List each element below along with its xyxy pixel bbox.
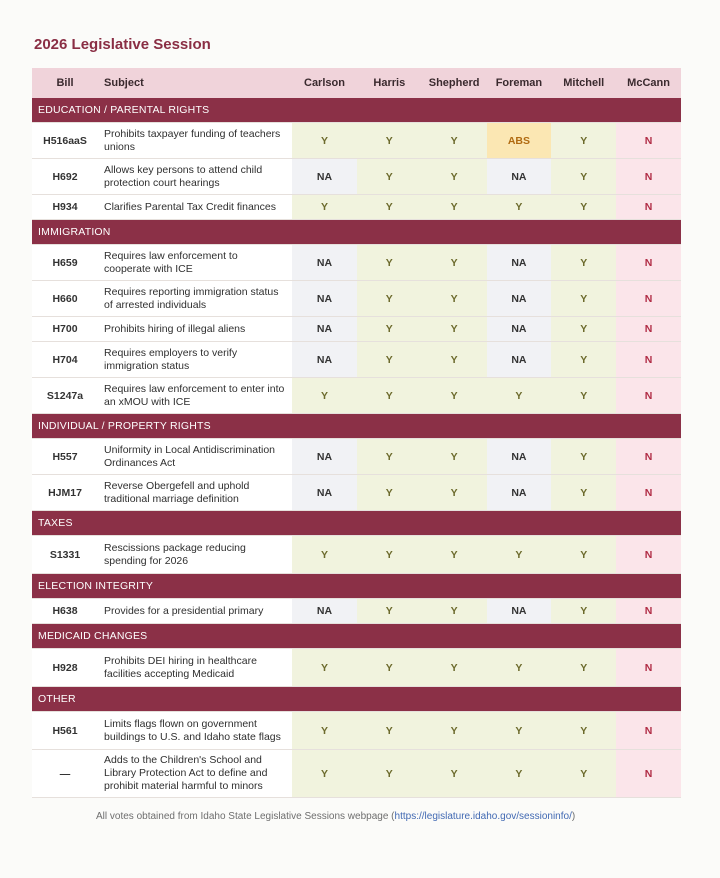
table-row: [32, 750, 681, 798]
table-body: [32, 98, 681, 798]
vote-cell: NA: [292, 245, 357, 281]
table-row: [32, 317, 681, 342]
vote-cell: Y: [422, 281, 487, 317]
vote-cell: Y: [357, 599, 422, 624]
vote-cell: N: [616, 536, 681, 574]
vote-cell: NA: [487, 475, 552, 511]
vote-cell: NA: [292, 281, 357, 317]
bill-subject: Requires law enforcement to cooperate with ICE: [98, 245, 292, 281]
vote-cell: Y: [357, 123, 422, 159]
bill-number: H704: [32, 342, 98, 378]
table-row: [32, 599, 681, 624]
bill-subject: Uniformity in Local Antidiscrimination Ordinances Act: [98, 439, 292, 475]
vote-cell: Y: [422, 599, 487, 624]
bill-number: H516aaS: [32, 123, 98, 159]
vote-cell: N: [616, 342, 681, 378]
vote-cell: NA: [292, 439, 357, 475]
vote-cell: Y: [551, 281, 616, 317]
vote-cell: N: [616, 475, 681, 511]
bill-subject: Prohibits DEI hiring in healthcare facilities accepting Medicaid: [98, 649, 292, 687]
vote-cell: Y: [357, 245, 422, 281]
bill-number: H700: [32, 317, 98, 342]
vote-cell: Y: [357, 475, 422, 511]
vote-cell: Y: [422, 475, 487, 511]
vote-cell: N: [616, 245, 681, 281]
vote-cell: Y: [551, 475, 616, 511]
header-legislator: Foreman: [487, 68, 552, 98]
vote-cell: Y: [487, 378, 552, 414]
bill-subject: Rescissions package reducing spending for 2026: [98, 536, 292, 574]
vote-cell: N: [616, 712, 681, 750]
vote-cell: N: [616, 159, 681, 195]
bill-number: H692: [32, 159, 98, 195]
section-row: [32, 414, 681, 439]
vote-cell: Y: [292, 378, 357, 414]
section-row: [32, 511, 681, 536]
header-legislator: Mitchell: [551, 68, 616, 98]
section-row: [32, 220, 681, 245]
vote-cell: Y: [422, 439, 487, 475]
vote-cell: NA: [292, 599, 357, 624]
vote-cell: Y: [551, 159, 616, 195]
bill-number: H557: [32, 439, 98, 475]
vote-cell: Y: [551, 195, 616, 220]
section-title: MEDICAID CHANGES: [32, 624, 681, 649]
source-note: [96, 811, 575, 822]
section-title: EDUCATION / PARENTAL RIGHTS: [32, 98, 681, 123]
bill-number: —: [32, 750, 98, 798]
vote-cell: NA: [292, 342, 357, 378]
source-link[interactable]: https://legislature.idaho.gov/sessioninfo/: [394, 811, 572, 822]
header-legislator: Shepherd: [422, 68, 487, 98]
section-title: OTHER: [32, 687, 681, 712]
vote-cell: Y: [422, 378, 487, 414]
table-row: [32, 195, 681, 220]
vote-cell: Y: [357, 342, 422, 378]
section-row: [32, 574, 681, 599]
section-title: ELECTION INTEGRITY: [32, 574, 681, 599]
header-row: [32, 68, 681, 98]
header-legislator: McCann: [616, 68, 681, 98]
vote-cell: Y: [551, 750, 616, 798]
vote-cell: N: [616, 123, 681, 159]
vote-cell: N: [616, 649, 681, 687]
table-row: [32, 475, 681, 511]
vote-cell: NA: [487, 317, 552, 342]
bill-subject: Adds to the Children's School and Library Protection Act to define and prohibit material harmful to minors: [98, 750, 292, 798]
bill-number: H934: [32, 195, 98, 220]
table-row: [32, 342, 681, 378]
votes-table: [32, 68, 681, 798]
vote-cell: Y: [357, 281, 422, 317]
vote-cell: Y: [422, 750, 487, 798]
section-row: [32, 624, 681, 649]
bill-subject: Prohibits hiring of illegal aliens: [98, 317, 292, 342]
vote-cell: Y: [422, 123, 487, 159]
table-row: [32, 536, 681, 574]
bill-subject: Limits flags flown on government buildings to U.S. and Idaho state flags: [98, 712, 292, 750]
section-title: TAXES: [32, 511, 681, 536]
vote-cell: NA: [487, 159, 552, 195]
bill-number: H659: [32, 245, 98, 281]
vote-cell: N: [616, 195, 681, 220]
vote-cell: Y: [422, 317, 487, 342]
bill-subject: Reverse Obergefell and uphold traditional marriage definition: [98, 475, 292, 511]
table-row: [32, 281, 681, 317]
section-row: [32, 98, 681, 123]
table-row: [32, 649, 681, 687]
bill-subject: Requires reporting immigration status of arrested individuals: [98, 281, 292, 317]
source-note-close: ): [571, 811, 576, 822]
vote-cell: Y: [357, 536, 422, 574]
vote-cell: Y: [357, 649, 422, 687]
vote-cell: Y: [487, 195, 552, 220]
section-title: INDIVIDUAL / PROPERTY RIGHTS: [32, 414, 681, 439]
vote-cell: Y: [357, 750, 422, 798]
section-row: [32, 687, 681, 712]
vote-cell: Y: [487, 750, 552, 798]
vote-cell: Y: [357, 378, 422, 414]
bill-number: H561: [32, 712, 98, 750]
vote-cell: NA: [487, 599, 552, 624]
bill-number: S1247a: [32, 378, 98, 414]
header-subject: Subject: [98, 68, 292, 98]
vote-cell: Y: [551, 599, 616, 624]
bill-subject: Clarifies Parental Tax Credit finances: [98, 195, 292, 220]
section-title: IMMIGRATION: [32, 220, 681, 245]
vote-cell: NA: [292, 475, 357, 511]
header-legislator: Harris: [357, 68, 422, 98]
vote-cell: Y: [357, 195, 422, 220]
bill-number: H928: [32, 649, 98, 687]
vote-cell: Y: [487, 712, 552, 750]
vote-cell: Y: [357, 317, 422, 342]
bill-subject: Requires law enforcement to enter into an xMOU with ICE: [98, 378, 292, 414]
vote-cell: Y: [422, 649, 487, 687]
vote-cell: Y: [357, 712, 422, 750]
vote-cell: Y: [551, 342, 616, 378]
vote-cell: Y: [292, 649, 357, 687]
vote-cell: N: [616, 750, 681, 798]
vote-cell: Y: [551, 245, 616, 281]
vote-cell: Y: [292, 536, 357, 574]
vote-cell: Y: [551, 712, 616, 750]
vote-cell: N: [616, 281, 681, 317]
vote-cell: NA: [292, 159, 357, 195]
vote-cell: Y: [551, 439, 616, 475]
vote-cell: Y: [551, 649, 616, 687]
bill-subject: Provides for a presidential primary: [98, 599, 292, 624]
vote-cell: Y: [357, 439, 422, 475]
bill-subject: Prohibits taxpayer funding of teachers unions: [98, 123, 292, 159]
vote-cell: Y: [422, 159, 487, 195]
vote-cell: Y: [551, 378, 616, 414]
header-bill: Bill: [32, 68, 98, 98]
vote-cell: Y: [551, 123, 616, 159]
bill-number: HJM17: [32, 475, 98, 511]
bill-number: H638: [32, 599, 98, 624]
vote-cell: N: [616, 378, 681, 414]
bill-number: S1331: [32, 536, 98, 574]
vote-cell: Y: [551, 317, 616, 342]
vote-cell: Y: [422, 712, 487, 750]
vote-cell: Y: [422, 342, 487, 378]
vote-cell: NA: [487, 281, 552, 317]
vote-cell: Y: [292, 123, 357, 159]
vote-cell: NA: [487, 439, 552, 475]
vote-cell: NA: [487, 342, 552, 378]
bill-number: H660: [32, 281, 98, 317]
vote-cell: Y: [422, 245, 487, 281]
vote-cell: N: [616, 599, 681, 624]
vote-cell: ABS: [487, 123, 552, 159]
vote-cell: Y: [422, 536, 487, 574]
table-row: [32, 123, 681, 159]
bill-subject: Requires employers to verify immigration status: [98, 342, 292, 378]
vote-cell: Y: [422, 195, 487, 220]
vote-cell: Y: [292, 712, 357, 750]
vote-cell: Y: [357, 159, 422, 195]
header-legislator: Carlson: [292, 68, 357, 98]
table-row: [32, 712, 681, 750]
vote-cell: N: [616, 317, 681, 342]
vote-cell: NA: [487, 245, 552, 281]
table-row: [32, 245, 681, 281]
vote-cell: Y: [292, 195, 357, 220]
vote-cell: Y: [551, 536, 616, 574]
vote-cell: Y: [487, 649, 552, 687]
page-title: 2026 Legislative Session: [34, 36, 211, 53]
table-row: [32, 439, 681, 475]
bill-subject: Allows key persons to attend child protection court hearings: [98, 159, 292, 195]
vote-cell: Y: [292, 750, 357, 798]
source-note-text: All votes obtained from Idaho State Legislative Sessions webpage (: [96, 811, 395, 822]
table-row: [32, 378, 681, 414]
table-row: [32, 159, 681, 195]
vote-cell: NA: [292, 317, 357, 342]
vote-cell: N: [616, 439, 681, 475]
vote-cell: Y: [487, 536, 552, 574]
